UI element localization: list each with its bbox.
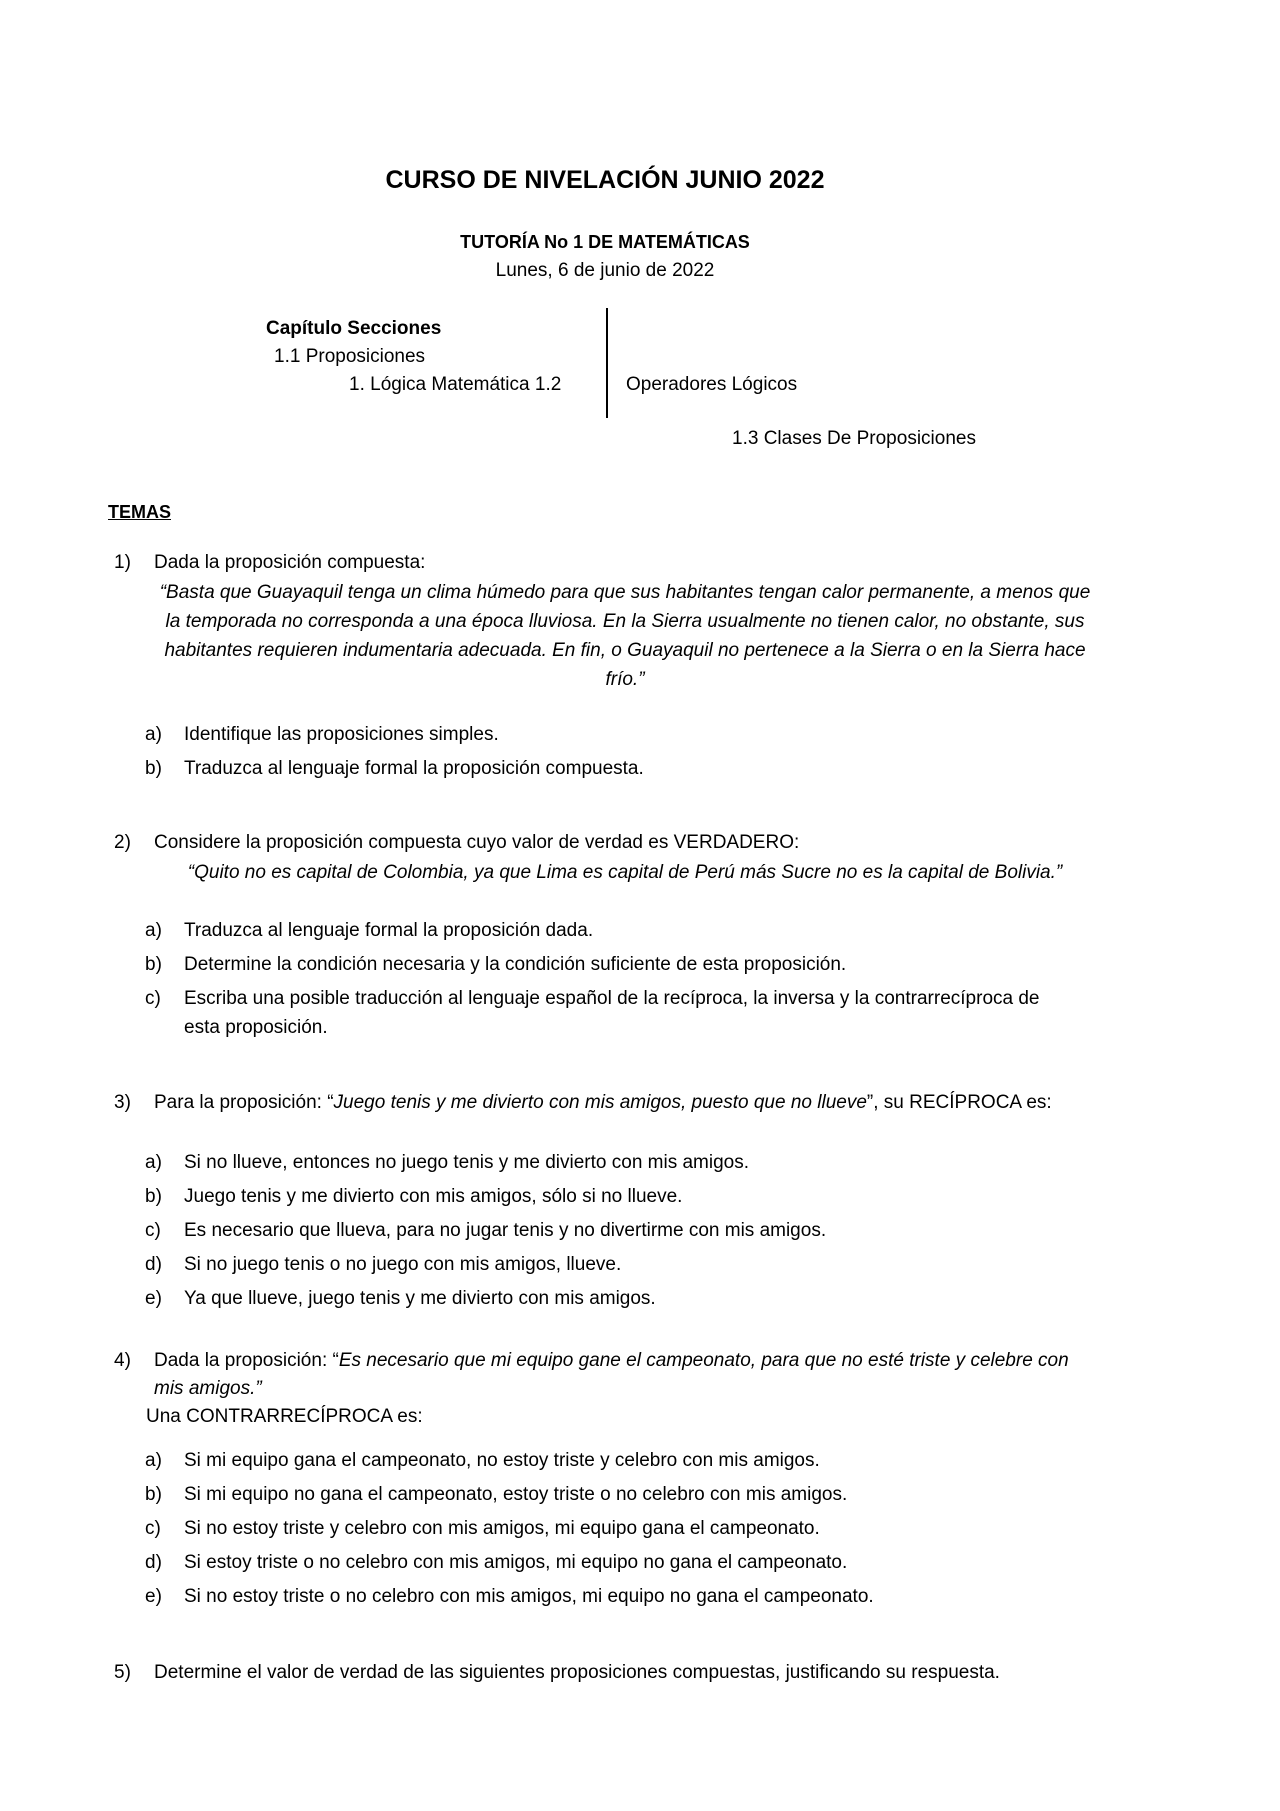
- question-3-number: 3): [114, 1092, 131, 1113]
- q4-option-text: Si estoy triste o no celebro con mis amigos, mi equipo no gana el campeonato.: [184, 1552, 848, 1573]
- q1-option-text: Identifique las proposiciones simples.: [184, 724, 499, 745]
- q3-option-text: Juego tenis y me divierto con mis amigos, sólo si no llueve.: [184, 1186, 683, 1207]
- section-1-1: 1.1 Proposiciones: [274, 346, 426, 367]
- q4-option-text: Si no estoy triste y celebro con mis amigos, mi equipo gana el campeonato.: [184, 1518, 820, 1539]
- q3-option-text: Es necesario que llueva, para no jugar tenis y no divertirme con mis amigos.: [184, 1220, 827, 1241]
- q4-option-label: b): [145, 1484, 162, 1505]
- question-2-quote: “Quito no es capital de Colombia, ya que Lima es capital de Perú más Sucre no es la capital de Bolivia.”: [187, 862, 1063, 883]
- question-3-text: [154, 1092, 1052, 1114]
- section-1-2: Operadores Lógicos: [626, 374, 798, 395]
- q2-option-text: Escriba una posible traducción al lenguaje español de la recíproca, la inversa y la contrarrecíproca de: [184, 988, 1040, 1009]
- question-3-pre: Para la proposición: “: [154, 1092, 334, 1113]
- question-4-pre: Dada la proposición: “: [154, 1350, 339, 1371]
- q3-option-label: e): [145, 1288, 162, 1309]
- temas-heading: TEMAS: [108, 502, 171, 522]
- question-4-subheading: Una CONTRARRECÍPROCA es:: [146, 1406, 423, 1427]
- q4-option-label: e): [145, 1586, 162, 1607]
- q2-option-label: b): [145, 954, 162, 975]
- q4-option-label: d): [145, 1552, 162, 1573]
- q1-option-text: Traduzca al lenguaje formal la proposición compuesta.: [184, 758, 644, 779]
- q3-option-text: Si no juego tenis o no juego con mis amigos, llueve.: [184, 1254, 622, 1275]
- q3-option-label: d): [145, 1254, 162, 1275]
- q3-option-label: c): [145, 1220, 161, 1241]
- q2-option-text: Traduzca al lenguaje formal la proposición dada.: [184, 920, 594, 941]
- chapter-heading: Capítulo Secciones: [266, 318, 442, 339]
- question-2-text: Considere la proposición compuesta cuyo valor de verdad es VERDADERO:: [154, 832, 800, 853]
- q4-option-text: Si mi equipo no gana el campeonato, estoy triste o no celebro con mis amigos.: [184, 1484, 848, 1505]
- q4-option-text: Si no estoy triste o no celebro con mis amigos, mi equipo no gana el campeonato.: [184, 1586, 874, 1607]
- question-4-number: 4): [114, 1350, 131, 1371]
- q1-option-label: a): [145, 724, 162, 745]
- question-3-post: ”, su RECÍPROCA es:: [866, 1092, 1052, 1113]
- q2-option-label: a): [145, 920, 162, 941]
- q3-option-text: Ya que llueve, juego tenis y me divierto con mis amigos.: [184, 1288, 656, 1309]
- question-5-text: Determine el valor de verdad de las siguientes proposiciones compuestas, justificando su respuesta.: [154, 1662, 1000, 1683]
- document-date: Lunes, 6 de junio de 2022: [495, 260, 715, 281]
- q4-option-label: c): [145, 1518, 161, 1539]
- question-1-number: 1): [114, 552, 131, 573]
- q3-option-text: Si no llueve, entonces no juego tenis y me divierto con mis amigos.: [184, 1152, 750, 1173]
- chapter-divider: [606, 308, 608, 418]
- question-4-italic: Es necesario que mi equipo gane el campeonato, para que no esté triste y celebre con: [338, 1350, 1069, 1371]
- q3-option-label: a): [145, 1152, 162, 1173]
- question-4-text: [154, 1350, 1069, 1372]
- question-2-number: 2): [114, 832, 131, 853]
- question-1-quote: “Basta que Guayaquil tenga un clima húmedo para que sus habitantes tengan calor permanente, a menos que la temporada no corresponda a una época lluviosa. En la Sierra usualmente no tienen calor, no obstante, sus habitantes requieren indumentaria adecuada. En fin, o Guayaquil no pertenece a la Sierra o en la Sierra hace frío.”: [159, 582, 1091, 690]
- section-1-3: 1.3 Clases De Proposiciones: [732, 428, 976, 449]
- q2-option-text-continued: esta proposición.: [184, 1017, 328, 1038]
- q2-option-text: Determine la condición necesaria y la condición suficiente de esta proposición.: [184, 954, 847, 975]
- q4-option-label: a): [145, 1450, 162, 1471]
- question-4-text-continued: [154, 1378, 262, 1400]
- q3-option-label: b): [145, 1186, 162, 1207]
- q1-option-label: b): [145, 758, 162, 779]
- question-1-text: Dada la proposición compuesta:: [154, 552, 426, 573]
- q4-option-text: Si mi equipo gana el campeonato, no estoy triste y celebro con mis amigos.: [184, 1450, 820, 1471]
- question-3-italic: Juego tenis y me divierto con mis amigos, puesto que no llueve: [333, 1092, 867, 1113]
- document-title: CURSO DE NIVELACIÓN JUNIO 2022: [385, 166, 825, 194]
- question-4-italic-continued: mis amigos.”: [154, 1378, 262, 1399]
- chapter-1: 1. Lógica Matemática 1.2: [349, 374, 562, 395]
- q2-option-label: c): [145, 988, 161, 1009]
- document-subtitle: TUTORÍA No 1 DE MATEMÁTICAS: [460, 232, 750, 252]
- question-5-number: 5): [114, 1662, 131, 1683]
